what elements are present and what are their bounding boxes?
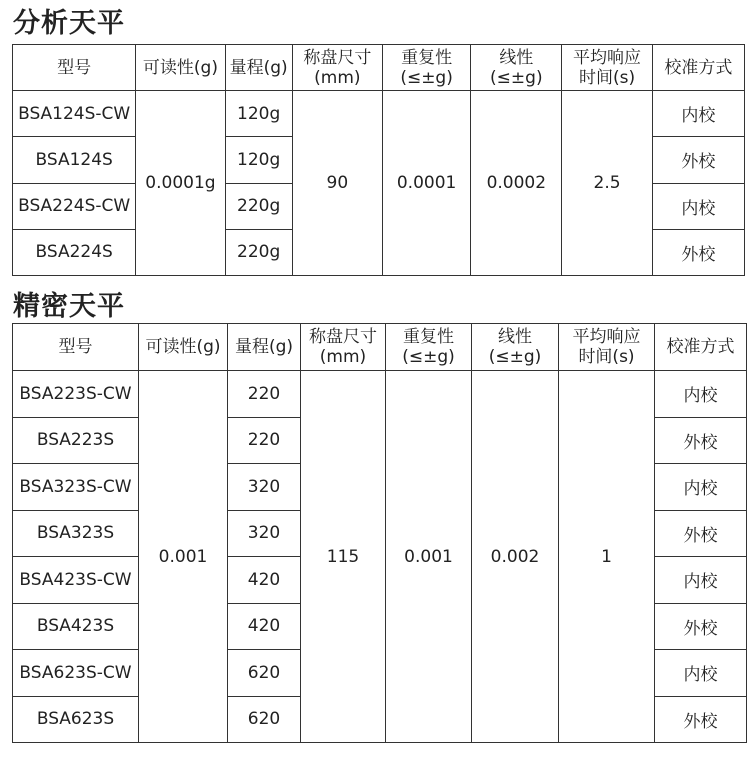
calibration-cell: 内校 bbox=[655, 650, 747, 697]
table-row bbox=[13, 91, 745, 137]
model-cell: BSA623S-CW bbox=[13, 650, 139, 697]
header-line: (≤±g) bbox=[488, 347, 542, 367]
calibration-cell: 内校 bbox=[652, 183, 744, 229]
calibration-cell: 外校 bbox=[652, 229, 744, 275]
column-header bbox=[652, 45, 744, 91]
section-title-precision: 精密天平 bbox=[13, 291, 125, 322]
section-title-analytical: 分析天平 bbox=[13, 8, 125, 39]
column-header bbox=[136, 45, 225, 91]
capacity-cell: 220 bbox=[228, 371, 301, 418]
header-line: 线性 bbox=[499, 47, 534, 68]
header-line: (≤±g) bbox=[402, 347, 455, 367]
capacity-cell: 320 bbox=[228, 464, 301, 511]
header-line: 校准方式 bbox=[666, 337, 735, 357]
model-cell: BSA224S bbox=[13, 229, 136, 275]
model-cell: BSA223S-CW bbox=[13, 371, 139, 418]
capacity-cell: 220g bbox=[225, 229, 292, 275]
header-line: 型号 bbox=[58, 337, 93, 357]
capacity-cell: 320 bbox=[228, 510, 301, 557]
calibration-cell: 外校 bbox=[652, 137, 744, 183]
column-header bbox=[225, 45, 292, 91]
header-line: 平均响应 bbox=[572, 327, 641, 347]
model-cell: BSA323S bbox=[13, 510, 139, 557]
header-row bbox=[13, 45, 745, 91]
header-row bbox=[13, 324, 747, 371]
calibration-cell: 内校 bbox=[655, 464, 747, 511]
column-header bbox=[292, 45, 382, 91]
capacity-cell: 420 bbox=[228, 557, 301, 604]
calibration-cell: 内校 bbox=[655, 371, 747, 418]
linearity-cell: 0.002 bbox=[472, 371, 559, 743]
table-row bbox=[13, 371, 747, 418]
header-line: (mm) bbox=[319, 347, 367, 367]
header-line: 量程(g) bbox=[229, 57, 288, 78]
precision-balance-table bbox=[12, 323, 747, 743]
model-cell: BSA224S-CW bbox=[13, 183, 136, 229]
header-line: 称盘尺寸 bbox=[309, 327, 377, 347]
column-header bbox=[472, 324, 559, 371]
calibration-cell: 外校 bbox=[655, 417, 747, 464]
linearity-cell: 0.0002 bbox=[471, 91, 562, 276]
capacity-cell: 220g bbox=[225, 183, 292, 229]
header-line: 可读性(g) bbox=[142, 57, 218, 78]
pan-size-cell: 115 bbox=[301, 371, 386, 743]
capacity-cell: 120g bbox=[225, 91, 292, 137]
column-header bbox=[655, 324, 747, 371]
header-line: 平均响应 bbox=[573, 47, 642, 68]
column-header bbox=[139, 324, 228, 371]
header-line: (mm) bbox=[314, 67, 361, 88]
column-header bbox=[13, 324, 139, 371]
header-line: 量程(g) bbox=[234, 337, 294, 357]
header-line: 时间(s) bbox=[578, 347, 635, 367]
column-header bbox=[13, 45, 136, 91]
readability-cell: 0.0001g bbox=[136, 91, 225, 276]
repeatability-cell: 0.0001 bbox=[382, 91, 470, 276]
capacity-cell: 620 bbox=[228, 696, 301, 743]
analytical-balance-table bbox=[12, 44, 745, 276]
header-line: 称盘尺寸 bbox=[303, 47, 372, 68]
capacity-cell: 620 bbox=[228, 650, 301, 697]
calibration-cell: 外校 bbox=[655, 510, 747, 557]
repeatability-cell: 0.001 bbox=[386, 371, 472, 743]
pan-size-cell: 90 bbox=[292, 91, 382, 276]
column-header bbox=[386, 324, 472, 371]
header-line: 重复性 bbox=[401, 47, 453, 68]
column-header bbox=[471, 45, 562, 91]
column-header bbox=[382, 45, 470, 91]
response-time-cell: 1 bbox=[559, 371, 655, 743]
header-line: (≤±g) bbox=[400, 67, 453, 88]
model-cell: BSA124S-CW bbox=[13, 91, 136, 137]
header-line: 型号 bbox=[57, 57, 92, 78]
readability-cell: 0.001 bbox=[139, 371, 228, 743]
header-line: (≤±g) bbox=[490, 67, 543, 88]
header-line: 时间(s) bbox=[578, 67, 636, 88]
model-cell: BSA423S-CW bbox=[13, 557, 139, 604]
capacity-cell: 220 bbox=[228, 417, 301, 464]
column-header bbox=[301, 324, 386, 371]
model-cell: BSA423S bbox=[13, 603, 139, 650]
header-line: 可读性(g) bbox=[145, 337, 221, 357]
model-cell: BSA223S bbox=[13, 417, 139, 464]
column-header bbox=[228, 324, 301, 371]
column-header bbox=[562, 45, 652, 91]
model-cell: BSA323S-CW bbox=[13, 464, 139, 511]
header-line: 重复性 bbox=[403, 327, 454, 347]
calibration-cell: 内校 bbox=[652, 91, 744, 137]
model-cell: BSA623S bbox=[13, 696, 139, 743]
model-cell: BSA124S bbox=[13, 137, 136, 183]
capacity-cell: 120g bbox=[225, 137, 292, 183]
header-line: 线性 bbox=[498, 327, 532, 347]
header-line: 校准方式 bbox=[664, 57, 733, 78]
calibration-cell: 内校 bbox=[655, 557, 747, 604]
column-header bbox=[559, 324, 655, 371]
capacity-cell: 420 bbox=[228, 603, 301, 650]
response-time-cell: 2.5 bbox=[562, 91, 652, 276]
calibration-cell: 外校 bbox=[655, 603, 747, 650]
calibration-cell: 外校 bbox=[655, 696, 747, 743]
